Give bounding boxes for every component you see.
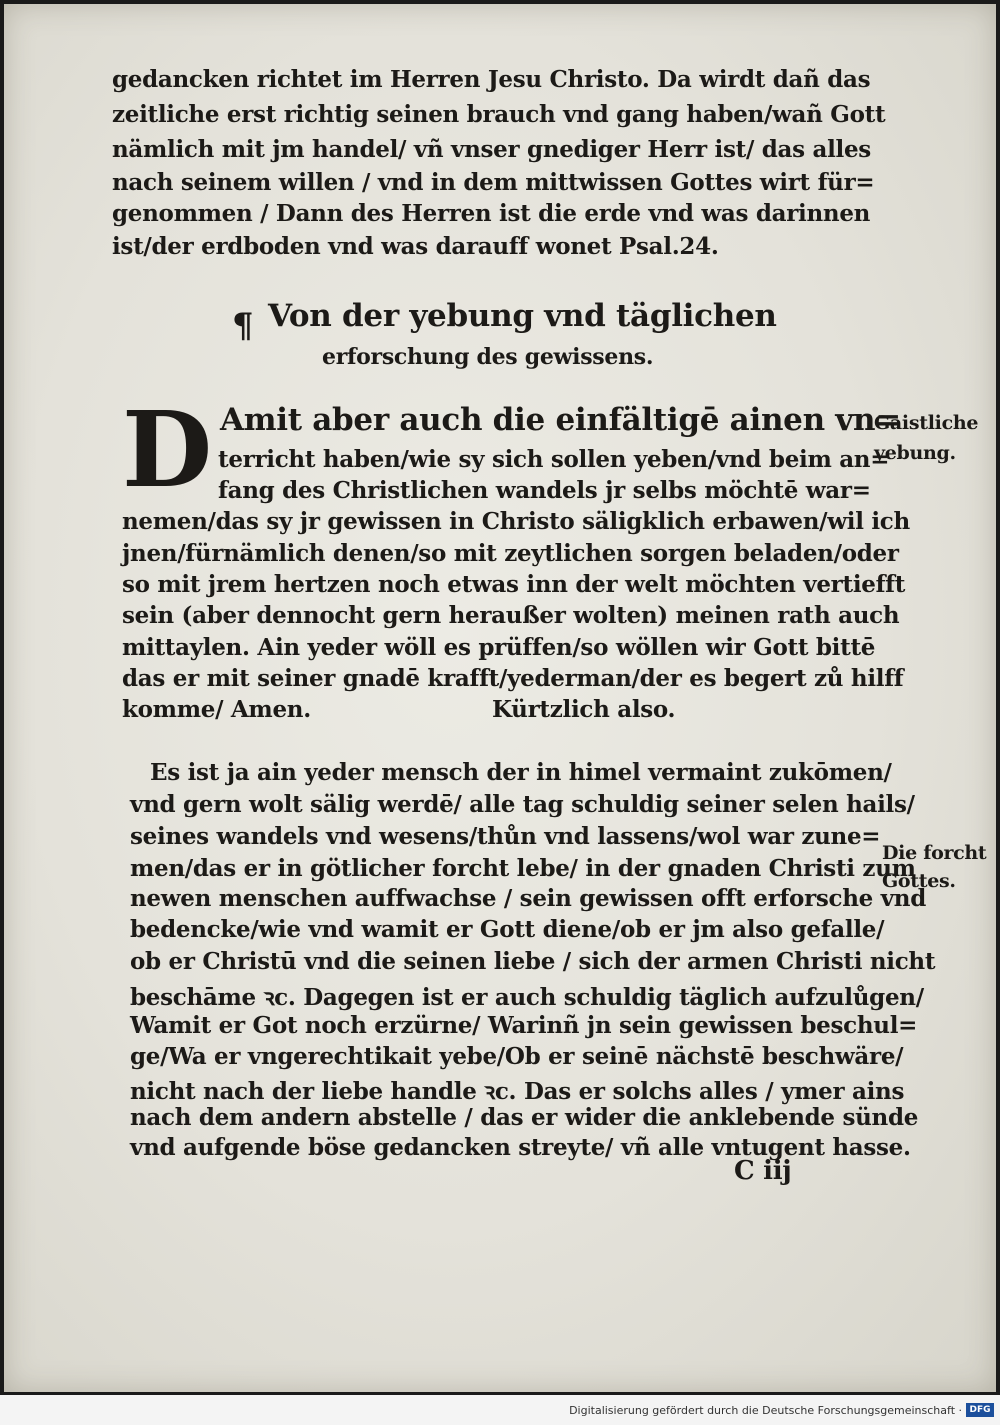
section-subheading: erforschung des gewissens. [322,344,654,370]
text-line: nach seinem willen / vnd in dem mittwissen Gottes wirt für= [112,169,875,196]
book-page [4,4,996,1392]
text-line: ge/Wa er vngerechtikait yebe/Ob er seinē nächstē beschwäre/ [130,1043,904,1070]
text-line: so mit jrem hertzen noch etwas inn der welt möchten vertiefft [122,571,906,598]
text-line: bedencke/wie vnd wamit er Gott diene/ob er jm also gefalle/ [130,916,885,943]
text-line: mittaylen. Ain yeder wöll es prüffen/so wöllen wir Gott bittē [122,634,876,661]
text-line: Es ist ja ain yeder mensch der in himel vermaint zukōmen/ [150,759,892,786]
footer-bar [0,1395,1000,1425]
text-line: sein (aber dennocht gern heraußer wolten) meinen rath auch [122,602,900,629]
text-line: terricht haben/wie sy sich sollen yeben/vnd beim an= [218,446,890,473]
section-heading: Von der yebung vnd täglichen [268,298,777,334]
text-line: vnd gern wolt sälig werdē/ alle tag schuldig seiner selen hails/ [130,791,915,818]
text-line: das er mit seiner gnadē krafft/yederman/der es begert zů hilff [122,665,904,692]
drop-cap-initial: D [122,388,213,511]
text-line: Wamit er Got noch erzürne/ Warinñ jn sein gewissen beschul= [130,1012,918,1039]
text-line: Amit aber auch die einfältigē ainen vn= [220,402,901,438]
text-line: nach dem andern abstelle / das er wider die anklebende sünde [130,1104,919,1131]
text-line: men/das er in götlicher forcht lebe/ in der gnaden Christi zum [130,855,916,882]
text-line: ob er Christū vnd die seinen liebe / sich der armen Christi nicht [130,948,936,975]
signature-mark: C iij [734,1156,792,1186]
margin-note: Gaistliche [874,412,979,434]
text-line: nämlich mit jm handel/ vñ vnser gnediger Herr ist/ das alles [112,136,871,163]
margin-note: Gottes. [882,870,956,892]
text-line: zeitliche erst richtig seinen brauch vnd gang haben/wañ Gott [112,101,886,128]
pilcrow-mark: ¶ [232,306,254,346]
margin-note: yebung. [874,442,956,464]
text-line: newen menschen auffwachse / sein gewissen offt erforsche vnd [130,885,926,912]
text-line: nicht nach der liebe handle ꝛc. Das er solchs alles / ymer ains [130,1078,905,1105]
text-line: ist/der erdboden vnd was darauff wonet Psal.24. [112,233,719,260]
text-line: seines wandels vnd wesens/thůn vnd lassens/wol war zune= [130,823,881,850]
text-line: gedancken richtet im Herren Jesu Christo. Da wirdt dañ das [112,66,871,93]
margin-note: Die forcht [882,842,987,864]
text-line: fang des Christlichen wandels jr selbs möchtē war= [218,477,871,504]
text-line: beschāme ꝛc. Dagegen ist er auch schuldig täglich aufzulůgen/ [130,984,924,1011]
text-line: jnen/fürnämlich denen/so mit zeytlichen sorgen beladen/oder [122,540,899,567]
dfg-logo: DFG [966,1403,994,1417]
text-line: komme/ Amen. [122,696,311,723]
text-line: Kürtzlich also. [492,696,676,723]
text-line: vnd aufgende böse gedancken streyte/ vñ alle vntugent hasse. [130,1134,911,1161]
text-line: genommen / Dann des Herren ist die erde vnd was darinnen [112,200,871,227]
funding-credit: Digitalisierung gefördert durch die Deutsche Forschungsgemeinschaft · [569,1404,962,1417]
text-line: nemen/das sy jr gewissen in Christo säligklich erbawen/wil ich [122,508,910,535]
